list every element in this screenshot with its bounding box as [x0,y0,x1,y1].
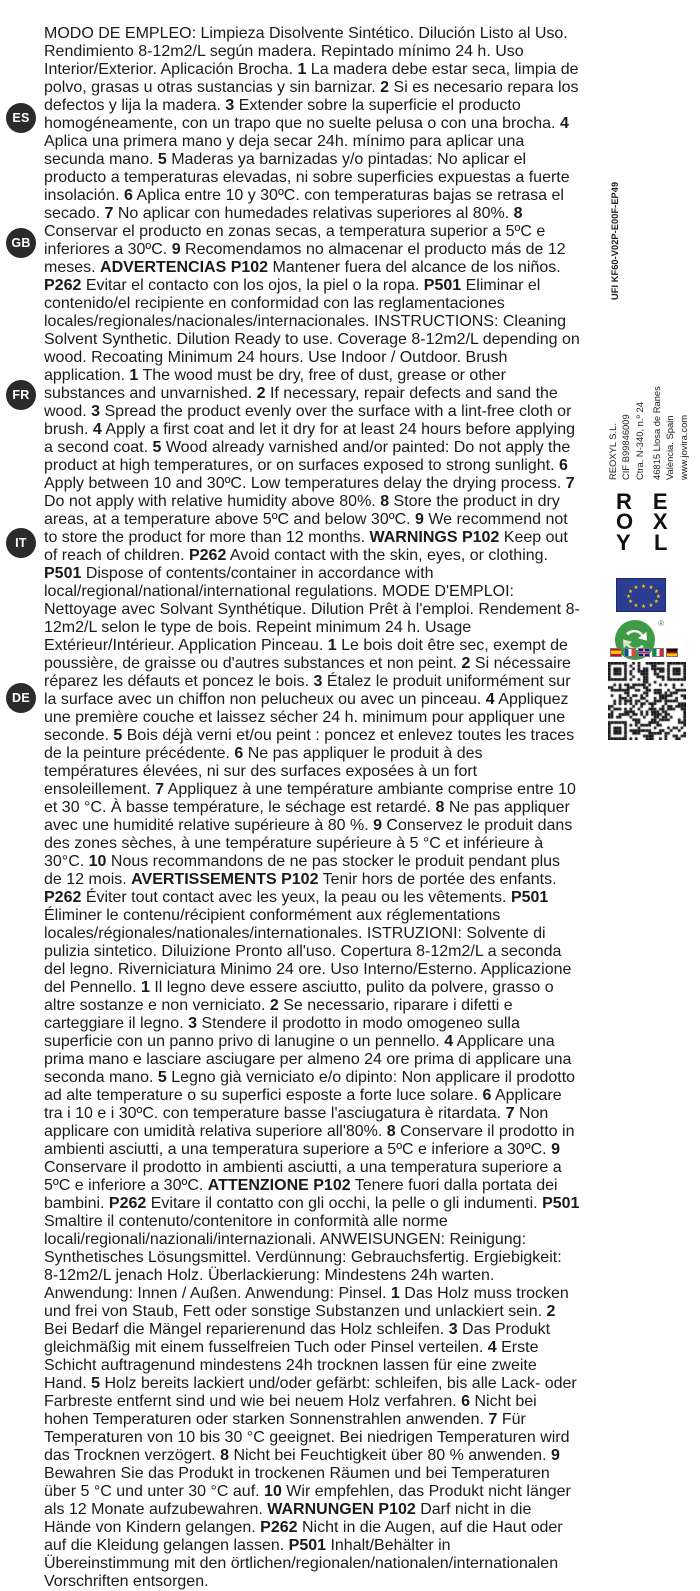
language-badge-it: IT [6,528,36,558]
language-badge-fr: FR [6,380,36,410]
company-tax-id: CIF B99846009 [620,414,632,480]
flag-icon-es [610,648,622,657]
language-flag-row [610,648,678,657]
registered-trademark-symbol: ® [658,619,664,628]
eu-stars: ★ ★ ★ ★ ★ ★ ★ ★ ★ ★ ★ ★ [626,584,661,610]
flag-icon-fr [624,648,636,657]
reoxyl-logo [616,489,676,555]
company-identity-lines [606,402,646,480]
reoxyl-letter-e: E [652,489,668,514]
reoxyl-letter-y: Y [616,529,632,555]
european-union-flag-icon [616,578,666,612]
qr-code-icon[interactable] [608,662,686,740]
company-location-lines [650,386,690,480]
reoxyl-letter-r: R [616,489,633,514]
language-badge-gutter [0,0,44,800]
language-badge-es: ES [6,103,36,133]
company-region: València. Spain [664,415,676,480]
reoxyl-letter-x: X [652,509,668,535]
reoxyl-letter-o: O [616,509,634,535]
flag-icon-it [652,648,664,657]
ufi-code: UFI KF60-V02P-E00F-EP49 [610,181,620,300]
company-street: Ctra. N-340, n.º 24 [633,402,645,480]
flag-icon-gb [638,648,650,657]
brand-legal-column [588,0,700,800]
company-name: REOXYL S.L. [607,423,618,480]
company-city: 46815 Llosa de Ranes [651,386,662,480]
reoxyl-letter-l: L [654,529,668,555]
language-badge-de: DE [6,683,36,713]
flag-icon-de [666,648,678,657]
reoxyl-logo-row-3 [616,529,668,555]
instructions-text-column: MODO DE EMPLEO: Limpieza Disolvente Sintético. Dilución Listo al Uso. Rendimiento 8-12m2/L según madera. Repintado mínimo 24 h. Uso Interior/Exterior. Aplicación Brocha. 1 La madera debe estar seca, limpia de polvo, grasas u otras sustancias y sin barnizar. 2 Si es necesario repara los defectos y lija la madera. 3 Extender sobre la superficie el producto homogéneamente, con un trapo que no suelte pelusa o con una brocha. 4 Aplica una primera mano y deja secar 24h. mínimo para aplicar una secunda mano. 5 Maderas ya barnizadas y/o pintadas: No aplicar el producto a temperaturas elevadas, ni sobre superficies expuestas a fuerte insolación. 6 Aplica entre 10 y 30ºC. con temperaturas bajas se retrasa el secado. 7 No aplicar con humedades relativas superiores al 80%. 8 Conservar el producto en zonas secas, a temperatura superior a 5ºC e inferiores a 30ºC. 9 Recomendamos no almacenar el producto más de 12 meses. ADVERTENCIAS P102 Mantener fuera del alcance de los niños. P262 Evitar el contacto con los ojos, la piel o la ropa. P501 Eliminar el contenido/el recipiente en conformidad con las reglamentaciones locales/regionales/nacionales/internacionales. INSTRUCTIONS: Cleaning Solvent Synthetic. Dilution Ready to use. Coverage 8-12m2/L depending on wood. Recoating Minimum 24 hours. Use Indoor / Outdoor. Brush application. 1 The wood must be dry, free of dust, grease or other substances and unvarnished. 2 If necessary, repair defects and sand the wood. 3 Spread the product evenly over the surface with a lint-free cloth or brush. 4 Apply a first coat and let it dry for at least 24 hours before applying a second coat. 5 Wood already varnished and/or painted: Do not apply the product at high temperatures, or on surfaces exposed to strong sunlight. 6 Apply between 10 and 30ºC. Low temperatures delay the drying process. 7 Do not apply with relative humidity above 80%. 8 Store the product in dry areas, at a temperature above 5ºC and below 30ºC. 9 We recommend not to store the product for more than 12 months. WARNINGS P102 Keep out of reach of children. P262 Avoid contact with the skin, eyes, or clothing. P501 Dispose of contents/container in accordance with local/regional/national/international regulations. MODE D'EMPLOI: Nettoyage avec Solvant Synthétique. Dilution Prêt à l'emploi. Rendement 8-12m2/L selon le type de bois. Repeint minimum 24 h. Usage Extérieur/Intérieur. Application Pinceau. 1 Le bois doit être sec, exempt de poussière, de graisse ou d'autres substances et non peint. 2 Si nécessaire réparez les défauts et poncez le bois. 3 Étalez le produit uniformément sur la surface avec un chiffon non pelucheux ou avec un pinceau. 4 Appliquez une première couche et laissez sécher 24 h. minimum pour appliquer une seconde. 5 Bois déjà verni et/ou peint : poncez et enlevez toutes les traces de la peinture précédente. 6 Ne pas appliquer le produit à des températures élevées, ni sur des surfaces exposées à un fort ensoleillement. 7 Appliquez à une température ambiante comprise entre 10 et 30 °C. À basse température, le séchage est retardé. 8 Ne pas appliquer avec une humidité relative supérieure à 80 %. 9 Conservez le produit dans des zones sèches, à une température supérieure à 5 °C et inférieure à 30°C. 10 Nous recommandons de ne pas stocker le produit pendant plus de 12 mois. AVERTISSEMENTS P102 Tenir hors de portée des enfants. P262 Éviter tout contact avec les yeux, la peau ou les vêtements. P501 Éliminer le contenu/récipient conformément aux réglementations locales/régionales/nationales/internationales. ISTRUZIONI: Solvente di pulizia sintetico. Diluizione Pronto all'uso. Copertura 8-12m2/L a seconda del legno. Riverniciatura Minimo 24 ore. Uso Interno/Esterno. Applicazione del Pennello. 1 Il legno deve essere asciutto, pulito da polvere, grasso o altre sostanze e non verniciato. 2 Se necessario, riparare i difetti e carteggiare il legno. 3 Stendere il prodotto in modo omogeneo sulla superficie con un panno privo di lanugine o un pennello. 4 Applicare una prima mano e lasciare asciugare per almeno 24 ore prima di applicare una seconda mano. 5 Legno già verniciato e/o dipinto: Non applicare il prodotto ad alte temperature o su superfici esposte a forte luce solare. 6 Applicare tra i 10 e i 30ºC. con temperature basse l'asciugatura è ritardata. 7 Non applicare con umidità relativa superiore all'80%. 8 Conservare il prodotto in ambienti asciutti, a una temperatura superiore a 5ºC e inferiore a 30ºC. 9 Conservare il prodotto in ambienti asciutti, a una temperatura superiore a 5ºC e inferiore a 30ºC. ATTENZIONE P102 Tenere fuori dalla portata dei bambini. P262 Evitare il contatto con gli occhi, la pelle o gli indumenti. P501 Smaltire il contenuto/contenitore in conformità alle norme locali/regionali/nazionali/internazionali. ANWEISUNGEN: Reinigung: Synthetisches Lösungsmittel. Verdünnung: Gebrauchsfertig. Ergiebigkeit: 8-12m2/L jenach Holz. Überlackierung: Mindestens 24h warten. Anwendung: Innen / Außen. Anwendung: Pinsel. 1 Das Holz muss trocken und frei von Staub, Fett oder sonstige Substanzen und unlackiert sein. 2 Bei Bedarf die Mängel reparierenund das Holz schleifen. 3 Das Produkt gleichmäßig mit einem fusselfreien Tuch oder Pinsel verteilen. 4 Erste Schicht auftragenund mindestens 24h trocknen lassen für eine zweite Hand. 5 Holz bereits lackiert und/oder gefärbt: schleifen, bis alle Lack- oder Farbreste entfernt sind und wie bei neuem Holz verfahren. 6 Nicht bei hohen Temperaturen oder starken Sonnenstrahlen anwenden. 7 Für Temperaturen von 10 bis 30 °C geeignet. Bei niedrigen Temperaturen wird das Trocknen verzögert. 8 Nicht bei Feuchtigkeit über 80 % anwenden. 9 Bewahren Sie das Produkt in trockenen Räumen und bei Temperaturen über 5 °C und unter 30 °C auf. 10 Wir empfehlen, das Produkt nicht länger als 12 Monate aufzubewahren. WARNUNGEN P102 Darf nicht in die Hände von Kindern gelangen. P262 Nicht in die Augen, auf die Haut oder auf die Kleidung gelangen lassen. P501 Inhalt/Behälter in Übereinstimmung mit den örtlichen/regionalen/nationalen/internationalen Vorschriften entsorgen. [44,25,580,1590]
company-website: www.jovira.com [677,414,689,480]
language-badge-gb: GB [6,228,36,258]
